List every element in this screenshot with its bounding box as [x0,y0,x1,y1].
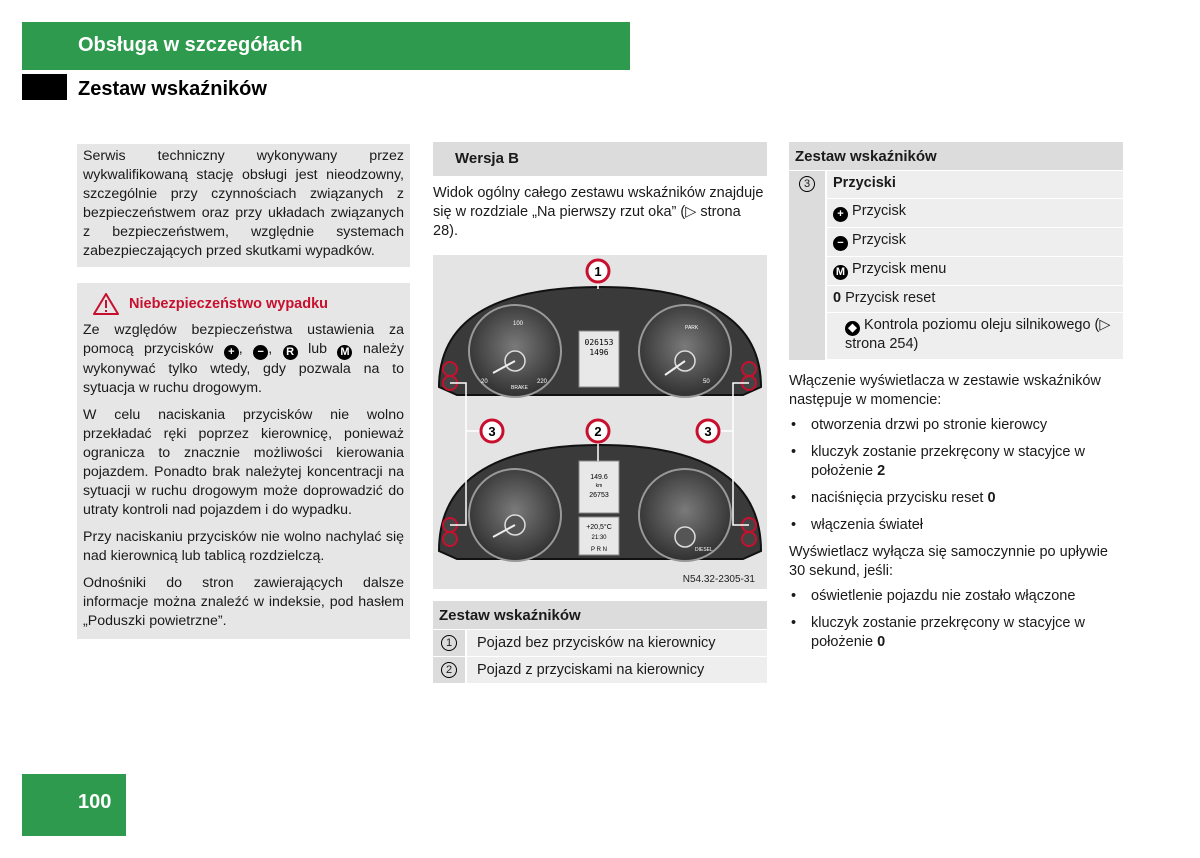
cluster-table-title: Zestaw wskaźników [433,601,767,629]
display-off-list [789,587,1123,652]
table-row [433,656,767,683]
minus-button-icon: − [253,345,268,360]
middle-column [433,142,767,683]
buttons-table-title: Zestaw wskaźników [789,142,1123,170]
buttons-title: Przyciski [827,171,1123,199]
temperature-readout: +20,5°C [586,524,612,531]
warning-box [77,283,410,639]
callout-3-right [697,420,719,442]
warning-paragraph-3: Przy naciskaniu przycisków nie wolno nachylać się nad kierownicą lub tablicą rozdzielczą. [83,529,404,564]
item-label: Przycisk reset [845,289,936,306]
plus-button-icon: + [224,345,239,360]
table-row [433,629,767,656]
scale-label: 100 [513,321,524,327]
list-item [827,199,1123,228]
km-label: km [595,483,603,489]
warning-text: lub [308,341,327,357]
trip-top: 1496 [589,348,609,357]
item-label: Kontrola poziomu oleju silnikowego (▷ strona 254) [845,317,1111,352]
row-text: Pojazd z przyciskami na kierownicy [477,662,705,678]
minus-button-icon: − [833,236,848,251]
list-item: • oświetlenie pojazdu nie zostało włączone [789,587,1123,606]
svg-text:1: 1 [594,264,602,279]
figure-code: N54.32-2305-31 [682,574,755,585]
svg-text:3: 3 [704,424,712,439]
warning-paragraph-2: W celu naciskania przycisków nie wolno przekładać ręki poprzez kierownicę, ponieważ ogranicza to znacznie możliwości kierowania pojazdem. Ponadto brak należytej koncentracji na sytuacji w ruchu drogowym może doprowadzić do utraty kontroli nad pojazdem i do wypadku. [83,407,404,518]
callout-3-left [481,420,503,442]
reset-key: 0 [833,289,842,306]
row-number: 3 [799,176,815,192]
item-label: Przycisk menu [852,260,947,277]
scale-label: 50 [703,379,710,385]
scale-label: 220 [537,379,548,385]
display-on-paragraph: Włączenie wyświetlacza w zestawie wskaźników następuje w momencie: [789,372,1101,408]
display-off-paragraph: Wyświetlacz wyłącza się samoczynnie po upływie 30 sekund, jeśli: [789,543,1108,579]
page-number-tab [22,774,126,836]
row-number: 1 [441,635,457,651]
warning-paragraph-4: Odnośniki do stron zawierających dalsze informacje można znaleźć w indeksie, pod hasłem „Poduszki powietrzne”. [83,575,404,629]
odometer-top: 026153 [584,338,614,347]
gear-readout: P R N [591,547,607,553]
row-text: Pojazd bez przycisków na kierownicy [477,635,716,651]
m-button-icon: M [833,265,848,280]
item-label: Przycisk [852,231,907,248]
list-item: • włączenia świateł [789,516,1123,535]
warning-text: Ze względów bezpieczeństwa ustawienia za pomocą przycisków [83,322,404,357]
svg-text:3: 3 [488,424,496,439]
list-item [827,313,1123,360]
warning-text: należy wykonywać tylko wtedy, gdy pozwala na to sytuacja w ruchu drogowym. [83,341,404,396]
instrument-cluster-figure [433,255,767,589]
oil-level-icon: ◆ [845,321,860,336]
r-button-icon: R [283,345,298,360]
trip-bottom: 26753 [589,492,609,499]
section-title: Zestaw wskaźników [78,78,267,100]
park-label: PARK [685,325,699,331]
overview-reference: Widok ogólny całego zestawu wskaźników znajduje się w rozdziale „Na pierwszy rzut oka” (▷ strona 28). [433,185,764,239]
instrument-cluster-illustration [433,255,767,589]
list-item: • kluczyk zostanie przekręcony w stacyjce w położenie 0 [789,614,1123,652]
svg-text:2: 2 [594,424,602,439]
list-item: • naciśnięcia przycisku reset 0 [789,489,1123,508]
row-number: 2 [441,662,457,678]
clock-readout: 21:30 [591,535,607,541]
warning-triangle-icon [93,293,119,315]
chapter-title: Obsługa w szczegółach [78,34,303,56]
version-heading: Wersja B [433,142,767,176]
item-label: Przycisk [852,202,907,219]
callout-1 [587,260,609,282]
chapter-banner [22,22,630,70]
service-note: Serwis techniczny wykonywany przez wykwalifikowaną stację obsługi jest nieodzowny, szczególnie przy czynnościach związanych z bezpieczeństwem oraz przy układach związanych z bezpieczeństwem, względnie systemach zabezpieczających przed skutkami wypadków. [77,144,410,267]
right-column [789,142,1123,660]
list-item [827,228,1123,257]
warning-paragraph-1: Ze względów bezpieczeństwa ustawienia za pomocą przycisków + , − , R lub M należy wykonywać tylko wtedy, gdy pozwala na to sytuacja w ruchu drogowym. [83,322,404,396]
plus-button-icon: + [833,207,848,222]
m-button-icon: M [337,345,352,360]
brake-label: BRAKE [511,385,528,391]
callout-2 [587,420,609,442]
list-item: • otworzenia drzwi po stronie kierowcy [789,416,1123,435]
list-item [827,286,1123,314]
scale-label: 20 [481,379,488,385]
diesel-label: DIESEL [695,547,713,553]
warning-title: Niebezpieczeństwo wypadku [129,295,329,312]
display-on-list [789,416,1123,535]
odometer-bottom: 149.6 [590,474,608,481]
section-marker [22,74,67,100]
list-item [827,257,1123,286]
page-number: 100 [78,791,112,813]
buttons-table [789,171,1123,360]
left-column [77,144,410,639]
list-item: • kluczyk zostanie przekręcony w stacyjce w położenie 2 [789,443,1123,481]
